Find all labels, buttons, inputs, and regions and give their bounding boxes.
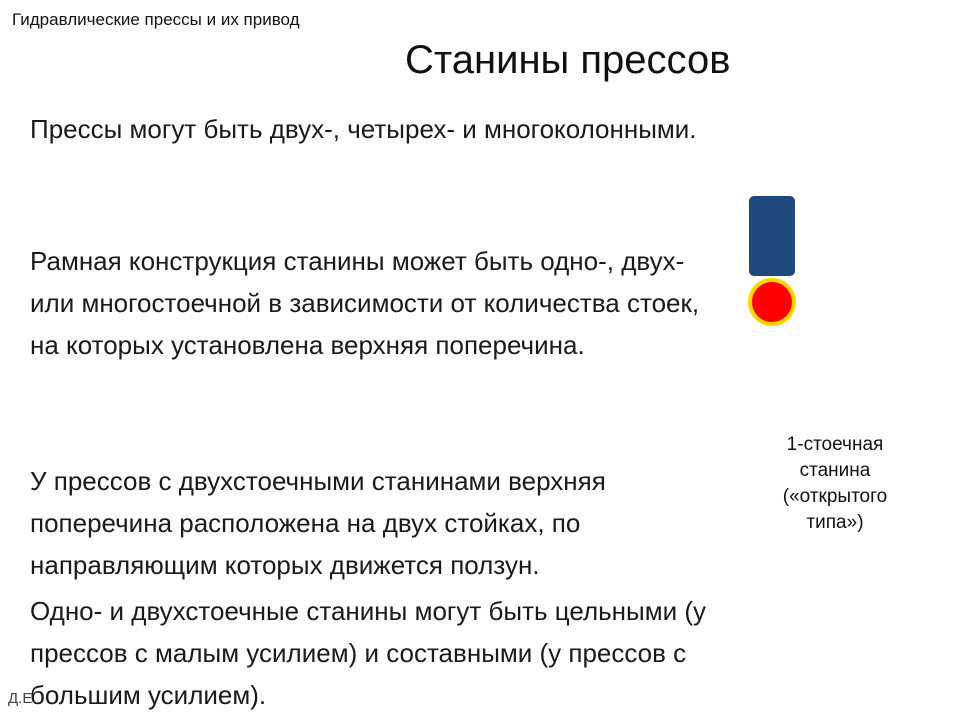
- figure-caption-line-3: («открытого: [782, 486, 888, 507]
- figure-caption-line-1: 1-стоечная: [786, 434, 884, 455]
- slide-title: Станины прессов: [405, 38, 731, 82]
- figure-caption-line-2: станина: [799, 460, 871, 481]
- frame-column-shape: [748, 195, 796, 277]
- footer-author: Д.Е.: [8, 690, 37, 707]
- ram-circle-shape: [750, 280, 794, 324]
- paragraph-2: Рамная конструкция станины может быть одно-, двух- или многостоечной в зависимости от количества стоек, на которых установлена верхняя поперечина.: [30, 246, 700, 360]
- header-caption: Гидравлические прессы и их привод: [12, 10, 300, 29]
- figure-caption-line-4: типа»): [806, 512, 864, 533]
- figure-caption: [760, 432, 910, 536]
- paragraph-1: Прессы могут быть двух-, четырех- и многоколонными.: [30, 114, 697, 144]
- single-column-frame-diagram: [740, 190, 810, 340]
- paragraph-3: У прессов с двухстоечными станинами верхняя поперечина расположена на двух стойках, по направляющим которых движется ползун.: [30, 466, 606, 580]
- paragraph-4: Одно- и двухстоечные станины могут быть цельными (у прессов с малым усилием) и составными (у прессов с большим усилием).: [30, 596, 707, 710]
